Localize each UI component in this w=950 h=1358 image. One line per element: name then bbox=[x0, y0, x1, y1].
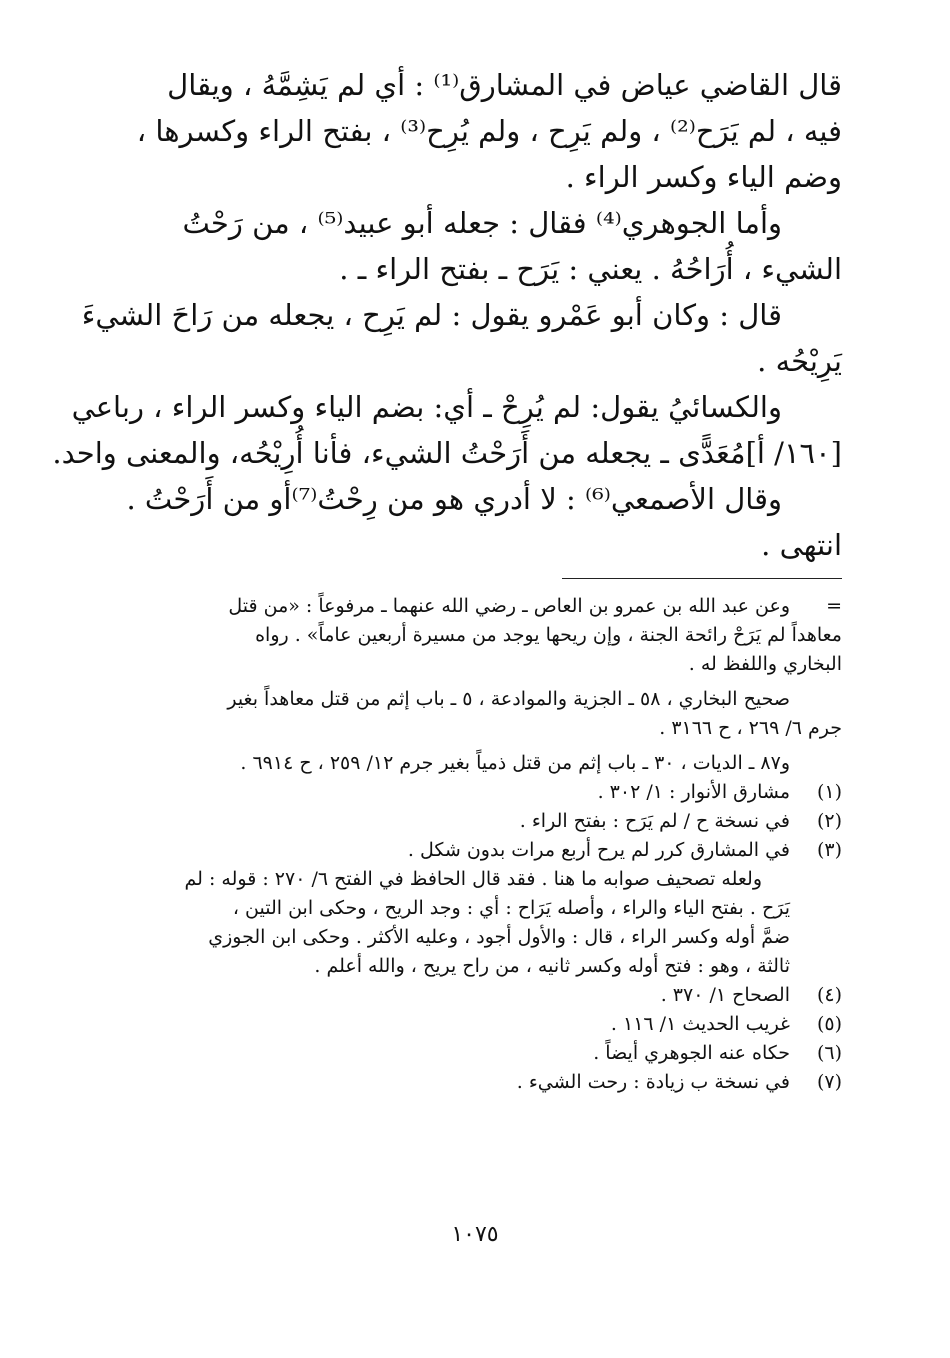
footnote-marker: (١) bbox=[816, 781, 842, 803]
main-line: قال : وكان أبو عَمْرو يقول : لم يَرِح ، يجعله من رَاحَ الشيءَ bbox=[81, 298, 782, 332]
footnote-line: البخاري واللفظ له . bbox=[688, 653, 842, 675]
main-line: والكسائيُ يقول: لم يُرِحْ ـ أي: بضم الياء وكسر الراء ، رباعي bbox=[71, 390, 782, 424]
footnotes bbox=[130, 592, 842, 1097]
footnote-continuation-first bbox=[130, 592, 842, 621]
continuation-marker: = bbox=[826, 595, 842, 617]
footnote-line: معاهداً لم يَرَحْ رائحة الجنة ، وإن ريحها يوجد من مسيرة أربعين عاماً» . رواه bbox=[255, 624, 842, 646]
page-number: ١٠٧٥ bbox=[451, 1222, 499, 1247]
footnote-3 bbox=[130, 836, 842, 865]
footnote-line: صحيح البخاري ، ٥٨ ـ الجزية والموادعة ، ٥ ـ باب إثم من قتل معاهداً بغير bbox=[227, 688, 790, 710]
footnote-text: في المشارق كرر لم يرح أربع مرات بدون شكل . bbox=[407, 839, 790, 861]
footnote-divider bbox=[562, 578, 842, 579]
main-line: وقال الأصمعي⁽⁶⁾ : لا أدري هو من رِحْتُ⁽⁷⁾أو من أَرَحْتُ . bbox=[126, 482, 782, 516]
main-line: قال القاضي عياض في المشارق⁽¹⁾ : أي لم يَشِمَّهُ ، ويقال bbox=[167, 68, 842, 102]
main-line: الشيء ، أُرَاحُهُ . يعني : يَرَح ـ بفتح الراء ـ . bbox=[339, 252, 842, 286]
footnote-line: و٨٧ ـ الديات ، ٣٠ ـ باب إثم من قتل ذمياً بغير جرم ١٢/ ٢٥٩ ، ح ٦٩١٤ . bbox=[240, 752, 790, 774]
footnote-marker: (٤) bbox=[816, 984, 842, 1006]
footnote-marker: (٦) bbox=[816, 1042, 842, 1064]
footnote-text: مشارق الأنوار : ١/ ٣٠٢ . bbox=[597, 781, 790, 803]
footnote-marker: (٢) bbox=[816, 810, 842, 832]
footnote-line: ولعله تصحيف صوابه ما هنا . فقد قال الحافظ في الفتح ٦/ ٢٧٠ : قوله : لم bbox=[184, 868, 762, 890]
footnote-text: في نسخة ب زيادة : رحت الشيء . bbox=[516, 1071, 790, 1093]
footnote-1 bbox=[130, 778, 842, 807]
footnote-line: ضمَّ أوله وكسر الراء ، قال : والأول أجود ، وعليه الأكثر . وحكى ابن الجوزي bbox=[208, 926, 790, 948]
footnote-text: غريب الحديث ١/ ١١٦ . bbox=[610, 1013, 790, 1035]
footnote-marker: (٣) bbox=[816, 839, 842, 861]
main-line: انتهى . bbox=[761, 528, 842, 562]
main-line: وأما الجوهري⁽⁴⁾ فقال : جعله أبو عبيد⁽⁵⁾ ، من رَحْتُ bbox=[182, 206, 782, 240]
footnote-text: في نسخة ح / لم يَرَح : بفتح الراء . bbox=[519, 810, 790, 832]
footnote-6 bbox=[130, 1039, 842, 1068]
footnote-marker: (٥) bbox=[816, 1013, 842, 1035]
footnote-line: وعن عبد الله بن عمرو بن العاص ـ رضي الله عنهما ـ مرفوعاً : «من قتل bbox=[228, 595, 790, 617]
footnote-7 bbox=[130, 1068, 842, 1097]
footnote-4 bbox=[130, 981, 842, 1010]
footnote-line: يَرَح . بفتح الياء والراء ، وأصله يَرَاح : أي : وجد الريح ، وحكى ابن التين ، bbox=[232, 897, 790, 919]
main-line: وضم الياء وكسر الراء . bbox=[565, 160, 842, 194]
footnote-text: الصحاح ١/ ٣٧٠ . bbox=[660, 984, 790, 1006]
main-line: يَرِيْحُه . bbox=[757, 344, 842, 378]
footnote-line: ثالثة ، وهو : فتح أوله وكسر ثانيه ، من راح يريح ، والله أعلم . bbox=[314, 955, 790, 977]
footnote-line: جرم ٦/ ٢٦٩ ، ح ٣١٦٦ . bbox=[659, 717, 842, 739]
footnote-5 bbox=[130, 1010, 842, 1039]
footnote-marker: (٧) bbox=[816, 1071, 842, 1093]
main-text bbox=[52, 62, 842, 568]
main-line: [١٦٠/ أ]مُعَدًّى ـ يجعله من أَرَحْتُ الشيء، فأنا أُرِيْحُه، والمعنى واحد. bbox=[52, 436, 842, 470]
footnote-text: حكاه عنه الجوهري أيضاً . bbox=[593, 1042, 790, 1064]
main-line: فيه ، لم يَرَح⁽²⁾ ، ولم يَرِح ، ولم يُرِح⁽³⁾ ، بفتح الراء وكسرها ، bbox=[136, 114, 842, 148]
footnote-2 bbox=[130, 807, 842, 836]
